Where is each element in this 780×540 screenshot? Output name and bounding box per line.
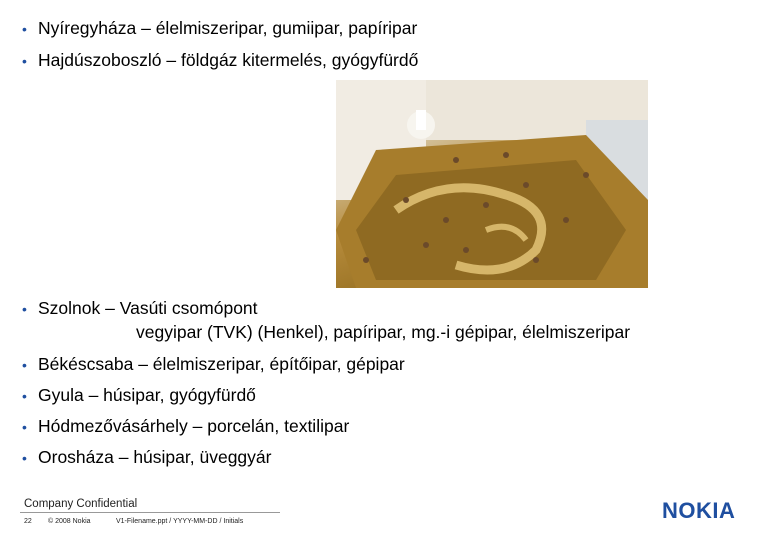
- bullet-text: Hajdúszoboszló – földgáz kitermelés, gyógyfürdő: [38, 50, 419, 70]
- bullet-item: [22, 18, 417, 39]
- bullet-icon: •: [22, 301, 27, 317]
- bullet-item: [22, 50, 418, 71]
- bullet-continuation: vegyipar (TVK) (Henkel), papíripar, mg.-i gépipar, élelmiszeripar: [136, 322, 631, 342]
- bullet-text: Békéscsaba – élelmiszeripar, építőipar, gépipar: [38, 354, 405, 374]
- bullet-item: [22, 447, 271, 468]
- bullet-icon: •: [22, 388, 27, 404]
- filename-text: V1-Filename.ppt / YYYY-MM-DD / Initials: [116, 518, 244, 525]
- bullet-text: Szolnok – Vasúti csomópont: [38, 298, 258, 318]
- bullet-item: [22, 385, 256, 406]
- bullet-text: Nyíregyháza – élelmiszeripar, gumiipar, papíripar: [38, 18, 418, 38]
- bullet-item: [22, 354, 405, 375]
- bullet-text: Orosháza – húsipar, üveggyár: [38, 447, 272, 467]
- bullet-icon: •: [22, 419, 27, 435]
- bullet-icon: •: [22, 53, 27, 69]
- bullet-item: [22, 416, 349, 437]
- thermal-bath-photo: [336, 80, 648, 288]
- footer-divider: [20, 512, 280, 513]
- nokia-logo-mark: [662, 498, 758, 522]
- bullet-icon: •: [22, 21, 27, 37]
- bullet-icon: •: [22, 450, 27, 466]
- bullet-text: Hódmezővásárhely – porcelán, textilipar: [38, 416, 350, 436]
- bullet-item: [22, 298, 258, 319]
- copyright-text: © 2008 Nokia: [48, 518, 91, 525]
- bullet-icon: •: [22, 357, 27, 373]
- bath-illustration: [336, 80, 648, 288]
- bullet-text: Gyula – húsipar, gyógyfürdő: [38, 385, 256, 405]
- page-number: 22: [24, 518, 32, 525]
- svg-text:NOKIA: NOKIA: [662, 498, 736, 522]
- nokia-logo: [662, 498, 758, 527]
- company-confidential-label: Company Confidential: [24, 498, 138, 510]
